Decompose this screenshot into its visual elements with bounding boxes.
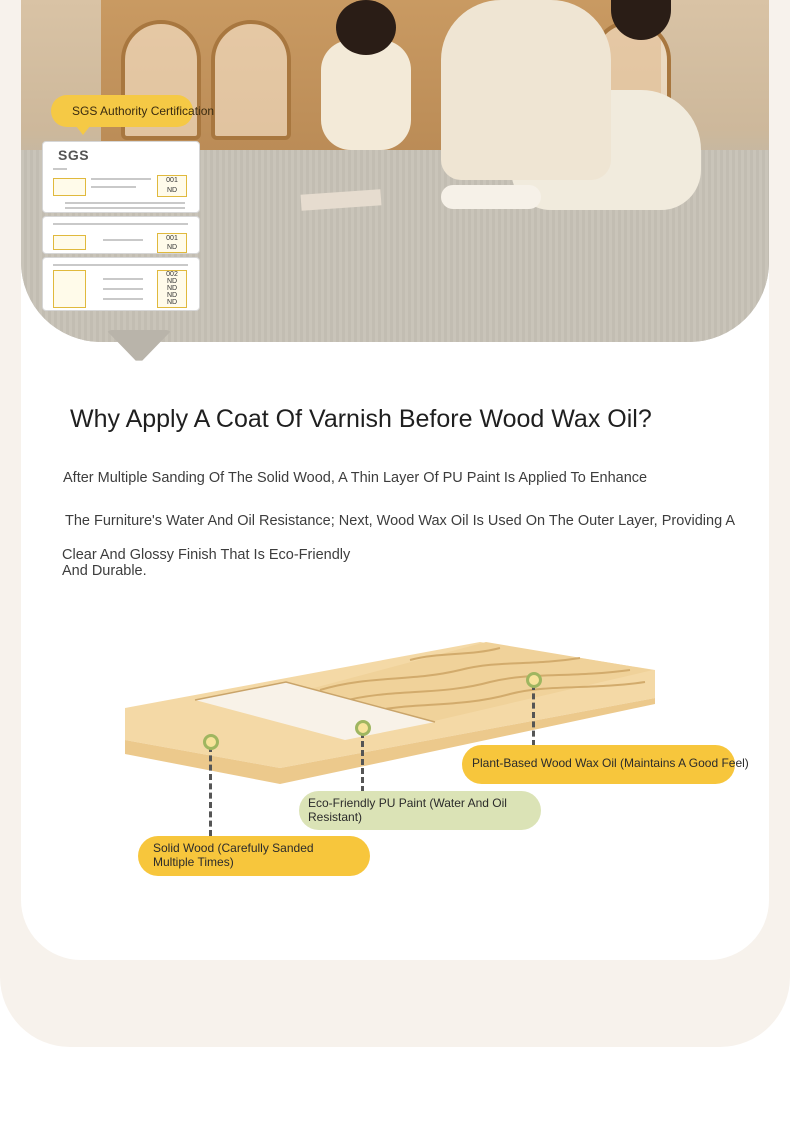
result-code: ND bbox=[166, 278, 178, 285]
oil-leader-line bbox=[532, 684, 535, 746]
result-code: 001 bbox=[166, 235, 178, 242]
section-title: Why Apply A Coat Of Varnish Before Wood Wax Oil? bbox=[70, 405, 652, 433]
wax-oil-layer-label: Plant-Based Wood Wax Oil (Maintains A Good Feel) bbox=[462, 745, 735, 784]
result-code: 001 bbox=[166, 177, 178, 184]
wood-marker-dot bbox=[203, 734, 219, 750]
result-code: ND bbox=[166, 299, 178, 306]
test-item-box bbox=[53, 235, 86, 250]
certificate-document bbox=[42, 141, 200, 213]
body-text-line: After Multiple Sanding Of The Solid Wood, A Thin Layer Of PU Paint Is Applied To Enhance bbox=[63, 470, 648, 486]
oil-marker-dot bbox=[526, 672, 542, 688]
body-text-line: Clear And Glossy Finish That Is Eco-Friendly And Durable. bbox=[62, 547, 351, 579]
test-item-box bbox=[53, 178, 86, 196]
certificate-document bbox=[42, 216, 200, 254]
pu-marker-dot bbox=[355, 720, 371, 736]
sgs-logo: SGS bbox=[58, 147, 90, 163]
solid-wood-layer-label: Solid Wood (Carefully Sanded Multiple Times) bbox=[138, 836, 370, 876]
pu-leader-line bbox=[361, 732, 364, 792]
result-code: ND bbox=[166, 244, 178, 251]
slippers bbox=[441, 185, 541, 209]
child-head bbox=[336, 0, 396, 55]
child-figure bbox=[321, 40, 411, 150]
result-code: ND bbox=[166, 285, 178, 292]
result-code: ND bbox=[166, 292, 178, 299]
cabinet-door bbox=[211, 20, 291, 140]
result-code: ND bbox=[166, 187, 178, 194]
pu-paint-layer-label: Eco-Friendly PU Paint (Water And Oil Resistant) bbox=[299, 791, 541, 830]
test-item-box bbox=[53, 270, 86, 308]
body-text-line: The Furniture's Water And Oil Resistance; Next, Wood Wax Oil Is Used On The Outer Layer, Providing A bbox=[65, 513, 736, 529]
result-code: 002 bbox=[166, 271, 178, 278]
woman-figure bbox=[441, 0, 611, 180]
sgs-certification-badge: SGS Authority Certification bbox=[51, 95, 193, 127]
certificate-document bbox=[42, 257, 200, 311]
wood-leader-line bbox=[209, 746, 212, 836]
